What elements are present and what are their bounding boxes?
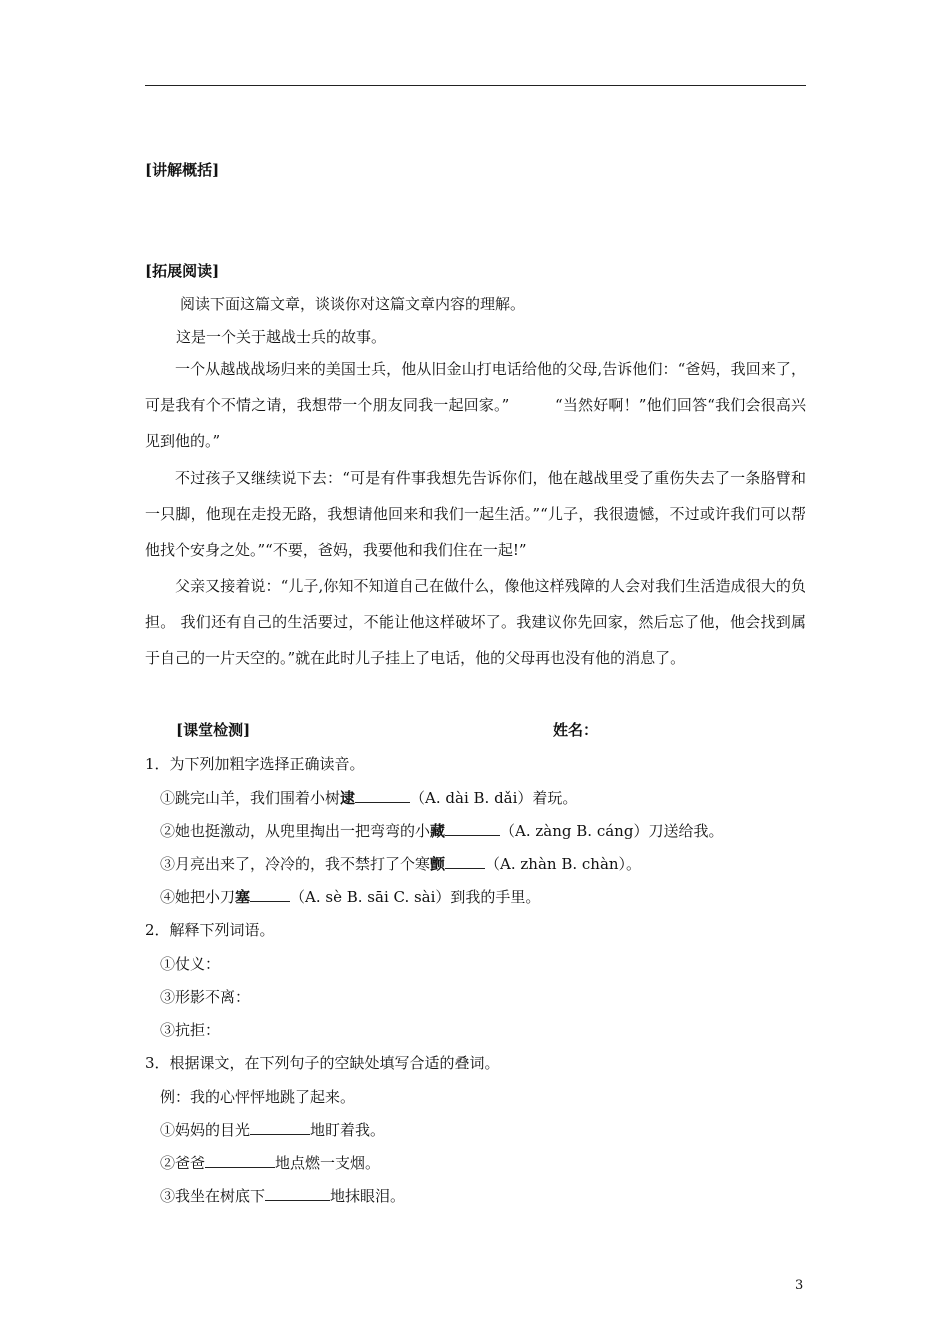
question-item: ③月亮出来了，冷冷的，我不禁打了个寒颤 （A. zhàn B. chàn）。	[160, 855, 642, 873]
answer-blank[interactable]	[250, 887, 290, 902]
question-1-title: 1．为下列加粗字选择正确读音。	[145, 755, 365, 773]
name-label: 姓名：	[553, 721, 599, 739]
fill-item: ②爸爸 地点燃一支烟。	[160, 1154, 381, 1172]
reading-paragraph: 一个从越战战场归来的美国士兵，他从旧金山打电话给他的父母,告诉他们：“爸妈，我回来了，可是我有个不情之请，我想带一个朋友同我一起回家。” “当然好啊！”他们回答“我们会很高兴见到他的。”	[145, 360, 806, 450]
heading-explain: [讲解概括]	[145, 161, 220, 179]
term-item: ③抗拒：	[160, 1021, 221, 1039]
reading-paragraph: 这是一个关于越战士兵的故事。	[176, 328, 387, 346]
answer-blank[interactable]	[445, 821, 500, 836]
heading-check: [课堂检测]	[176, 721, 251, 739]
bold-char: 塞	[235, 888, 251, 906]
answer-blank[interactable]	[355, 788, 410, 803]
bold-char: 逮	[340, 789, 356, 807]
page-number: 3	[795, 1278, 804, 1293]
question-item: ①跳完山羊，我们围着小树逮 （A. dài B. dǎi）着玩。	[160, 789, 578, 807]
fill-item: ③我坐在树底下 地抹眼泪。	[160, 1187, 406, 1205]
header-rule	[145, 85, 806, 86]
answer-blank[interactable]	[445, 854, 485, 869]
term-item: ①仗义：	[160, 955, 221, 973]
heading-extend: [拓展阅读]	[145, 262, 220, 280]
example-sentence: 例：我的心怦怦地跳了起来。	[160, 1088, 356, 1106]
reading-paragraph: 父亲又接着说：“儿子,你知不知道自己在做什么，像他这样残障的人会对我们生活造成很大的负担。 我们还有自己的生活要过，不能让他这样破坏了。我建议你先回家，然后忘了他，他会找到属于自己的一片天空的。”就在此时儿子挂上了电话，他的父母再也没有他的消息了。	[145, 577, 806, 667]
question-2-title: 2．解释下列词语。	[145, 921, 275, 939]
fill-item: ①妈妈的目光 地盯着我。	[160, 1121, 386, 1139]
reading-paragraph: 不过孩子又继续说下去：“可是有件事我想先告诉你们，他在越战里受了重伤失去了一条胳臂和一只脚，他现在走投无路，我想请他回来和我们一起生活。”“儿子，我很遗憾，不过或许我们可以帮他找个安身之处。”“不要，爸妈，我要他和我们住在一起!”	[145, 469, 806, 559]
question-3-title: 3．根据课文，在下列句子的空缺处填写合适的叠词。	[145, 1054, 500, 1072]
bold-char: 颤	[430, 855, 446, 873]
reading-intro: 阅读下面这篇文章，谈谈你对这篇文章内容的理解。	[180, 295, 526, 313]
answer-blank[interactable]	[205, 1153, 275, 1168]
question-item: ②她也挺激动，从兜里掏出一把弯弯的小藏 （A. zàng B. cáng）刀送给我。	[160, 822, 724, 840]
answer-blank[interactable]	[250, 1120, 310, 1135]
bold-char: 藏	[430, 822, 446, 840]
answer-blank[interactable]	[265, 1186, 330, 1201]
term-item: ③形影不离：	[160, 988, 251, 1006]
question-item: ④她把小刀塞 （A. sè B. sāi C. sài）到我的手里。	[160, 888, 541, 906]
